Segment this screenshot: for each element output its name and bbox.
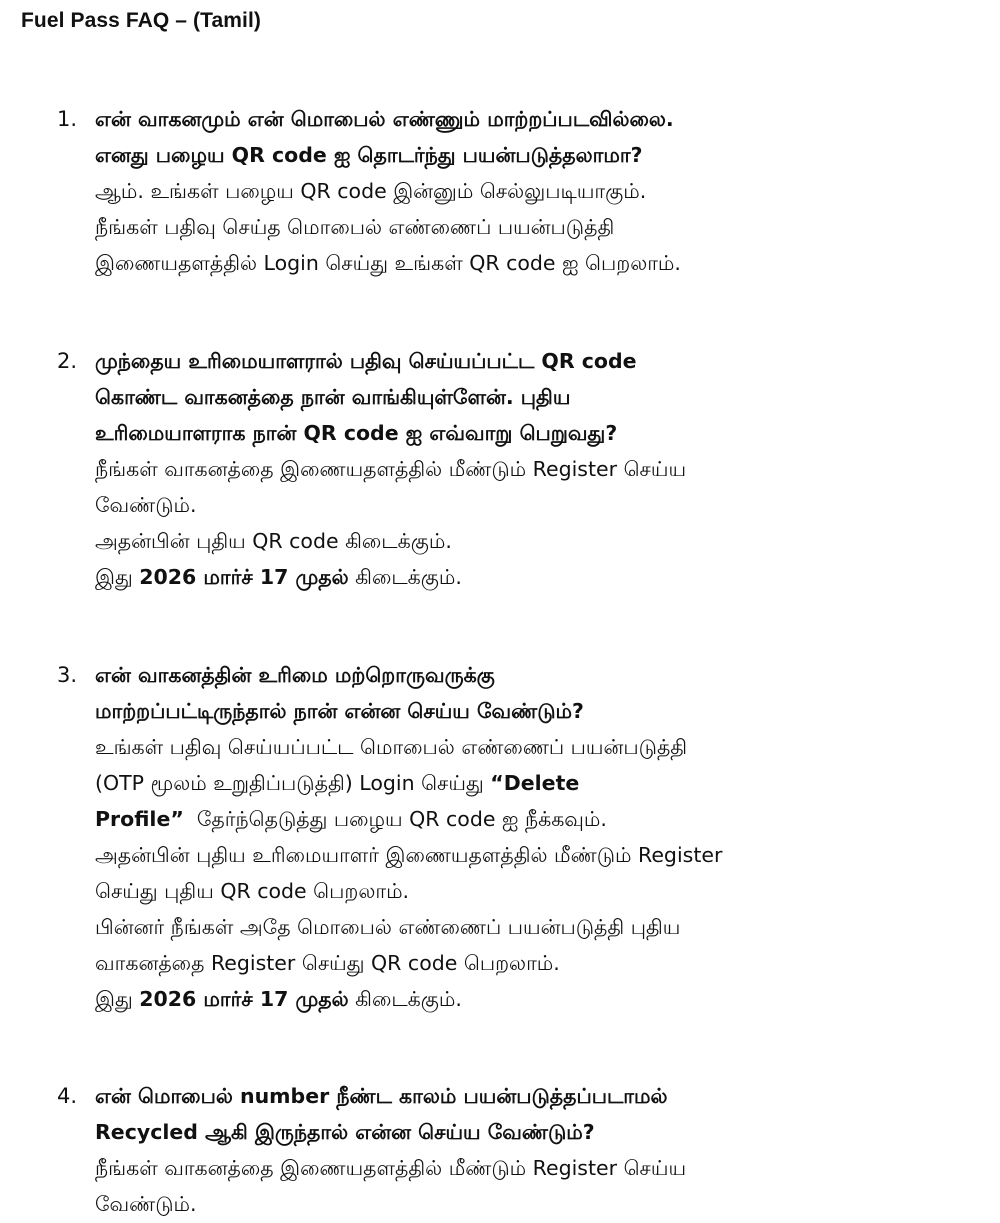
faq-answer-line: நீங்கள் பதிவு செய்த மொபைல் எண்ணைப் பயன்படுத்தி <box>95 215 615 239</box>
faq-answer-line: வேண்டும். <box>95 1192 197 1216</box>
availability-suffix: கிடைக்கும். <box>348 565 462 589</box>
faq-answer-line: வாகனத்தை Register செய்து QR code பெறலாம். <box>95 951 560 975</box>
faq-availability-line <box>95 559 975 595</box>
faq-question-line: உரிமையாளராக நான் QR code ஐ எவ்வாறு பெறுவது? <box>95 421 618 445</box>
availability-date: 2026 மார்ச் 17 முதல் <box>139 565 349 589</box>
faq-answer-line: இணையதளத்தில் Login செய்து உங்கள் QR code ஐ பெறலாம். <box>95 251 681 275</box>
faq-question-line: என் வாகனத்தின் உரிமை மற்றொருவருக்கு <box>95 663 495 687</box>
availability-date: 2026 மார்ச் 17 முதல் <box>139 987 349 1011</box>
faq-answer-line: ஆம். உங்கள் பழைய QR code இன்னும் செல்லுபடியாகும். <box>95 179 647 203</box>
availability-prefix: இது <box>95 565 140 589</box>
faq-question-line: கொண்ட வாகனத்தை நான் வாங்கியுள்ளேன். புதிய <box>95 385 571 409</box>
faq-question-line: எனது பழைய QR code ஐ தொடர்ந்து பயன்படுத்தலாமா? <box>95 143 643 167</box>
faq-number: 3. <box>57 663 78 687</box>
faq-question-line: மாற்றப்பட்டிருந்தால் நான் என்ன செய்ய வேண்டும்? <box>95 699 584 723</box>
faq-question-line: Recycled ஆகி இருந்தால் என்ன செய்ய வேண்டும்? <box>95 1120 595 1144</box>
faq-answer-line <box>95 801 975 837</box>
faq-number: 2. <box>57 349 78 373</box>
faq-answer-line: அதன்பின் புதிய QR code கிடைக்கும். <box>95 529 452 553</box>
faq-answer-line: பின்னர் நீங்கள் அதே மொபைல் எண்ணைப் பயன்படுத்தி புதிய <box>95 915 681 939</box>
availability-suffix: கிடைக்கும். <box>348 987 462 1011</box>
faq-answer-line: உங்கள் பதிவு செய்யப்பட்ட மொபைல் எண்ணைப் பயன்படுத்தி <box>95 735 688 759</box>
faq-body <box>95 101 975 281</box>
faq-answer-line: நீங்கள் வாகனத்தை இணையதளத்தில் மீண்டும் Register செய்ய <box>95 1156 687 1180</box>
faq-answer-line: அதன்பின் புதிய உரிமையாளர் இணையதளத்தில் மீண்டும் Register <box>95 843 723 867</box>
faq-availability-line <box>95 981 975 1017</box>
faq-number: 4. <box>57 1084 78 1108</box>
faq-body <box>95 1078 975 1222</box>
faq-question-line: என் மொபைல் number நீண்ட காலம் பயன்படுத்தப்படாமல் <box>95 1084 668 1108</box>
document-title: Fuel Pass FAQ – (Tamil) <box>21 9 261 32</box>
delete-profile-label: Profile” <box>95 807 184 831</box>
faq-answer-line: செய்து புதிய QR code பெறலாம். <box>95 879 410 903</box>
answer-text: (OTP மூலம் உறுதிப்படுத்தி) Login செய்து <box>95 771 491 795</box>
faq-answer-line <box>95 765 975 801</box>
faq-question-line: முந்தைய உரிமையாளரால் பதிவு செய்யப்பட்ட QR code <box>95 349 637 373</box>
delete-profile-label: “Delete <box>490 771 580 795</box>
answer-text: தேர்ந்தெடுத்து பழைய QR code ஐ நீக்கவும். <box>183 807 607 831</box>
faq-question-line: என் வாகனமும் என் மொபைல் எண்ணும் மாற்றப்படவில்லை. <box>95 107 674 131</box>
faq-body <box>95 343 975 595</box>
availability-prefix: இது <box>95 987 140 1011</box>
faq-answer-line: நீங்கள் வாகனத்தை இணையதளத்தில் மீண்டும் Register செய்ய <box>95 457 687 481</box>
faq-number: 1. <box>57 107 78 131</box>
faq-body <box>95 657 975 1017</box>
faq-answer-line: வேண்டும். <box>95 493 197 517</box>
